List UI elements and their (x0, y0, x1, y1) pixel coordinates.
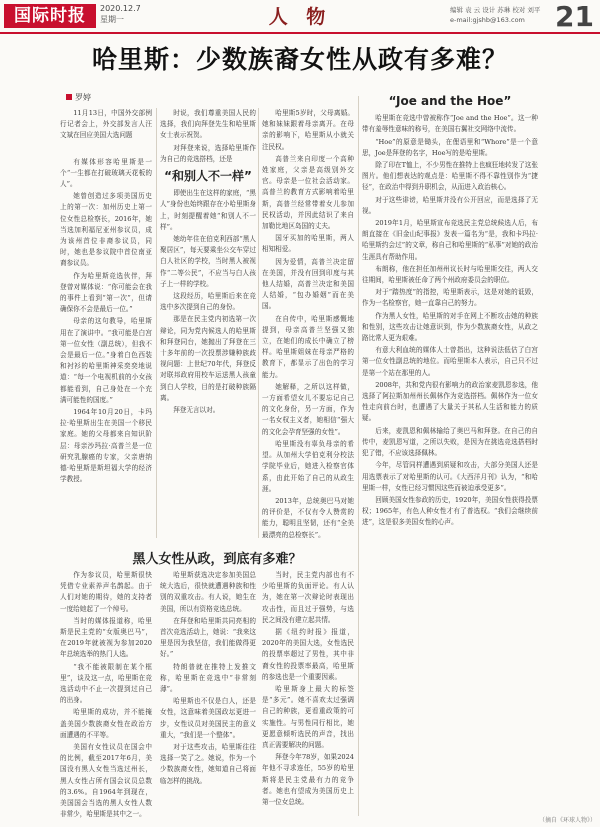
paragraph: 哈里斯也不仅是白人，还是女性，这意味着美国政坛更进一步，女性议员对美国民主的意义重大，“我们是一个整体”。 (160, 697, 256, 739)
column-1-top (60, 108, 152, 487)
paragraph: 1964年10月20日，卡玛拉·哈里斯出生在美国一个移民家庭。她的父母都来自知识阶层：母亲沙玛拉·高普兰是一位研究乳腺癌的专家，父亲唐纳德·哈里斯是斯坦福大学的经济学教授。 (60, 408, 152, 484)
paragraph: 她曾创造过多项美国历史上的第一次：加州历史上第一位女性总检察长，2016年，她当选加利福尼亚州参议员，成为该州首位非裔参议员，同时，她也是参议院中首位南亚裔参议员。 (60, 192, 152, 268)
subheading-different: “和别人不一样” (164, 169, 252, 184)
column-divider (156, 108, 157, 538)
editor-names: 编辑 袁 云 设计 苏琳 校对 刘平 (450, 6, 541, 14)
column-divider (358, 96, 359, 816)
column-4 (362, 96, 538, 530)
paragraph: 11月13日，中国外交部例行记者会上，外交部发言人汪文斌在回应美国大选问题 (60, 109, 152, 140)
page-number: 21 (555, 0, 594, 33)
paragraph: 有媒体形容哈里斯是一个“一生都在打破玻璃天花板的人”。 (60, 157, 152, 189)
byline-square-icon (66, 94, 72, 100)
subheading-black-women-politics: 黑人女性从政，到底有多难？ (132, 552, 302, 567)
paragraph: 她幼年住在伯克利西部“黑人聚居区”，每天要乘坐公交车穿过白人社区的学校，当时黑人被视作“二等公民”，不应当与白人孩子上一样的学校。 (160, 235, 256, 288)
paragraph: 拜登无言以对。 (173, 406, 220, 415)
column-3-bottom (262, 570, 354, 809)
paragraph: 哈里斯没有辜负母亲的希望。从加州大学伯克利分校法学院毕业后，她进入检察官体系，由此开始了自己的从政生涯。 (262, 439, 354, 493)
author-name: 罗婷 (75, 93, 91, 102)
paragraph: 当时的媒体报道称，哈里斯是民主党的“女版奥巴马”，在2019年就被视为参加2020年总统选举的热门人选。 (60, 616, 152, 659)
editor-email: e-mail:gjshb@163.com (450, 16, 525, 24)
paragraph: 对于“踏热度”的指控，哈里斯表示，这是对她的诋毁，作为一名检察官，她一直靠自己的努力。 (362, 288, 538, 308)
paragraph: 布朗称，他在担任加州州议长时与哈里斯交往，两人交往期间，哈里斯被任命了两个州政府委员会的职位。 (362, 264, 538, 285)
paragraph: 国牙买加的哈里斯，两人相知相爱。 (262, 234, 354, 254)
paragraph: 除了印在T恤上，不少男性在推特上也疯狂地转发了这张图片。他们想表达的观点是：哈里斯不得不靠性别作为“捷径”，在政治中得到升职机会，从而进入政治核心。 (362, 161, 538, 192)
paragraph: 今年，尽管同样遭遇到质疑和攻击，大部分美国人还是用选票表示了对哈里斯的认可。《大西洋月刊》认为，“和哈里斯一样，女性已经习惯因这些而被迫承受更多”。 (362, 461, 538, 492)
issue-date: 2020.12.7 (100, 4, 141, 13)
paragraph: 有意大利血统的媒体人士曾指出，这种说法低估了白宫第一位女性副总统的地位。而哈里斯本人表示，自己只不过是第一个站在那里的人。 (362, 346, 538, 377)
paragraph: 哈里斯获选决定参加美国总统大选后，很快就遭遇种族和性别的双重攻击。有人说，她生在美国，所以有资格竞选总统。 (160, 571, 256, 613)
column-1-bottom (60, 570, 152, 821)
paragraph: 哈里斯的成功，并不能掩盖美国少数族裔女性在政治方面遭遇的不平等。 (60, 708, 152, 739)
paragraph: 对于这些诽谤，哈里斯并没有公开回应，而是选择了无视。 (362, 195, 538, 215)
paragraph: 高普兰来自印度一个高种姓家庭，父亲是高级别外交官。母亲是一位社会活动家。高普兰的教育方式影响着哈里斯，高普兰经常带着女儿参加民权活动，并因此结识了来自加勒比地区岛国的丈夫。 (262, 154, 354, 231)
article-byline (66, 92, 91, 103)
paragraph: 哈里斯身上最大的标签是“多元”。她不喜欢太过强调自己的种族，更看重政策的可实施性。与男性同行相比，她更愿意倾听选民的声音，找出真正需要解决的问题。 (262, 685, 354, 750)
column-divider (258, 108, 259, 538)
paragraph: 2008年，共和党内很有影响力的政治家麦凯恩参选，他选择了阿拉斯加州州长佩林作为竞选搭档。佩林作为一位女性走向前台时，也遭遇了大量关于其私人生活和能力的质疑。 (362, 380, 538, 423)
paragraph: 2013年，总统奥巴马对她的评价是，不仅有令人赞赏的能力，聪明且坚韧，还有“全美最漂亮的总检察长”。 (262, 496, 354, 539)
paragraph: 后来，麦凯恩和佩林输给了奥巴马和拜登。在自己的自传中，麦凯恩写道，之所以失败，是因为在挑选竞选搭档时犯了错，不应该选择佩林。 (362, 426, 538, 458)
paragraph: 对于这些攻击，哈里斯往往选择一笑了之。她说，作为一个少数族裔女性，她知道自己将面临怎样的挑战。 (160, 743, 256, 785)
paragraph: 作为哈里斯竞选伙伴，拜登曾对媒体说：“你可能会在我的事件上看到“第一次”，但请确保你不会是最后一位。” (60, 271, 152, 314)
source-note: （摘自《环球人物》） (538, 817, 596, 824)
paragraph: 哈里斯在竞选中曾被称作“Joe and the Hoe”。这一种带有羞辱性意味的称号，在美国右翼社交网络中流传。 (362, 114, 538, 134)
paragraph: 据《纽约时报》报道，2020年的美国大选，女性选民的投票率超过了男性，其中非裔女性的投票率最高，哈里斯的参选也是一个重要因素。 (262, 628, 354, 681)
masthead (0, 0, 600, 34)
paragraph: 在自传中，哈里斯感慨地提到，母亲高普兰坚强又独立，在她们的成长中确立了榜样。哈里斯姐妹在母亲严格的教育下，都显示了出色的学习能力。 (262, 314, 354, 379)
paragraph: 美国有女性议员在国会中的比例，截至2017年6月，美国没有黑人女性当选过州长，黑人女性占所有国会议员总数的3.6%。自1964年到现在，美国国会当选的黑人女性人数非常少，哈里斯是其中之一。 (60, 743, 152, 819)
article-headline: 哈里斯：少数族裔女性从政有多难？ (91, 45, 508, 74)
column-2-top (160, 108, 256, 417)
paragraph: 因为爱情，高普兰决定留在美国，并没有回到印度与其他人结婚，高普兰决定和美国人结婚，“包办婚姻”而在美国。 (262, 257, 354, 311)
paragraph: 哈里斯5岁时，父母离婚。她和妹妹跟着母亲离开。在母亲的影响下，哈里斯从小就关注民权。 (262, 109, 354, 151)
section-title: 人 物 (268, 6, 332, 28)
paragraph: 母亲的这句教导，哈里斯用在了演讲中。“我可能是白宫第一位女性（副总统），但我不会是最后一位。”身着白色西装和衬衫的哈里斯神采奕奕地说道：“每一个电视机前的小女孩都能看到，自己身处在一个充满可能性的国度。” (60, 317, 152, 404)
paragraph: “Hoe”的原意是锄头，在俚语里和“Whore”是一个意思，Joe是拜登的名字，Hoe写的是哈里斯。 (362, 137, 538, 157)
paragraph: 特朗普就在推特上发推文称，哈里斯在竞选中“非常刻薄”。 (160, 662, 256, 694)
paragraph: 那是在民主党内初选第一次辩论，同为党内候选人的哈里斯和拜登同台，她抛出了拜登在三十多年前的一次投票涉嫌种族歧视问题：上世纪70年代，拜登反对联邦政府用校车运送黑人孩童到白人学校，目的是打破种族隔离。 (160, 315, 256, 402)
issue-weekday: 星期一 (100, 15, 124, 24)
editor-credits (450, 5, 560, 25)
subheading-joe-and-the-hoe: “Joe and the Hoe” (388, 94, 512, 108)
newspaper-logo: 国际时报 (4, 4, 96, 28)
paragraph: 作为参议员，哈里斯很快凭借专业素养声名鹊起。由于人们对她的期待，她的支持者一度给她起了一个绰号。 (60, 571, 152, 613)
paragraph: 2019年1月，哈里斯宣布竞选民主党总统候选人后，布朗直接在《旧金山纪事报》发表一篇名为“是，我和卡玛拉·哈里斯约会过”的文章，称自己和哈里斯的“私事”对她的政治生涯具有帮助作用。 (362, 219, 538, 261)
paragraph: 她解释，之所以这样做，一方面希望女儿不要忘记自己的文化身份，另一方面，作为一名女权主义者，她相信“强大的文化会孕育坚强的女性”。 (262, 382, 354, 436)
paragraph: 作为黑人女性，哈里斯的对手在网上不断攻击她的种族和性别，这些攻击让她意识到，作为少数族裔女性，从政之路比常人更为艰难。 (362, 311, 538, 343)
paragraph: 当时，民主党内部也有不少哈里斯的负面评论。有人认为，她在第一次辩论时表现出攻击性，而且过于强势，与选民之间没有建立起共情。 (262, 571, 354, 624)
column-2-bottom (160, 570, 256, 788)
column-3-top (262, 108, 354, 542)
paragraph: 拜登今年78岁，如果2024年他不寻求连任，55岁的哈里斯将是民主党最有力的竞争者。她也有望成为美国历史上第一位女总统。 (262, 753, 354, 807)
paragraph: 回顾美国女性参政的历史，1920年，美国女性获得投票权；1965年，有色人种女性才有了普选权。“我们会继续前进”，这是很多美国女性的心声。 (362, 495, 538, 527)
paragraph: “我不能被限制在某个框里”，谈及这一点，哈里斯在竞选活动中不止一次提到过自己的出身。 (60, 662, 152, 705)
paragraph: 即使出生在这样的家庭，“黑人”身份也始终跟存在小哈里斯身上，时刻提醒着她“和别人不一样”。 (160, 189, 256, 231)
paragraph: 在拜登和哈里斯共同亮相的首次竞选活动上，她说：“我来这里是因为我坚信，我们能做得更好。” (160, 616, 256, 659)
paragraph: 对拜登来说，选择哈里斯作为自己的竞选搭档，还是 (160, 143, 256, 163)
paragraph: 这段经历，哈里斯后来在竞选中多次提到自己的身份。 (160, 292, 256, 312)
paragraph: 时说，我们尊重美国人民的选择，我们向拜登先生和哈里斯女士表示祝贺。 (160, 109, 256, 140)
